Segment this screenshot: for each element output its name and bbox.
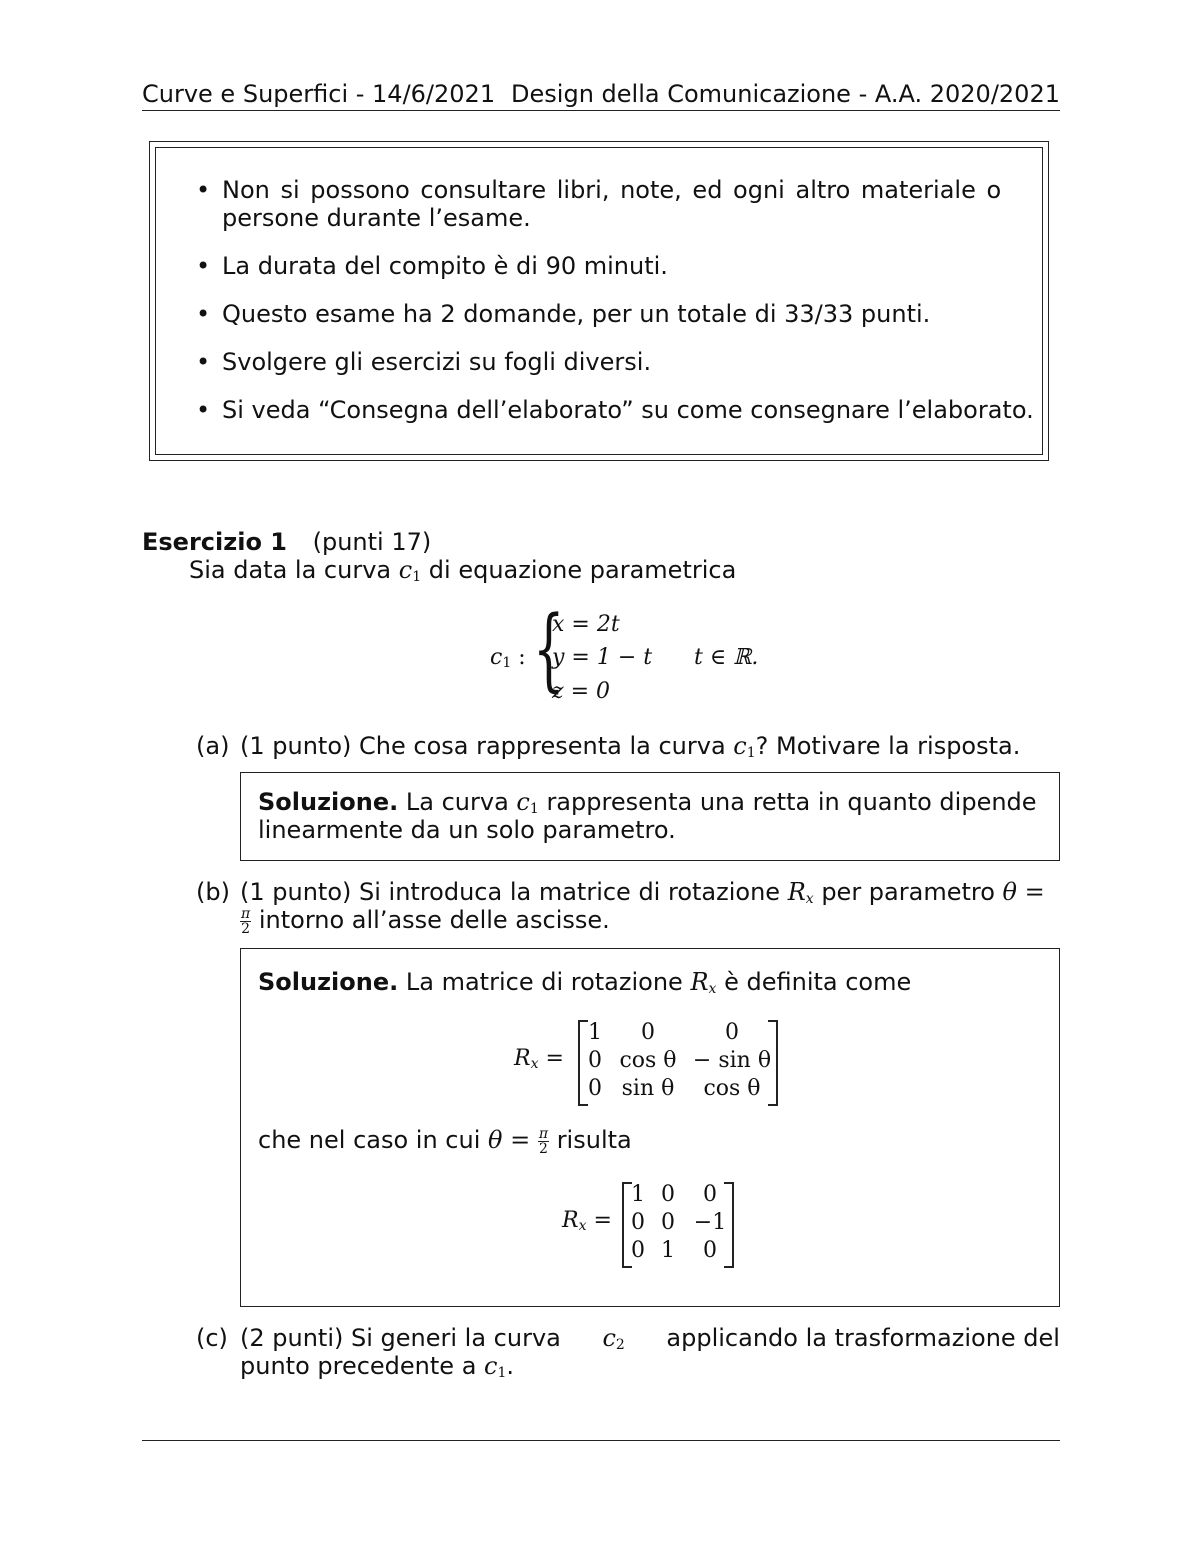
solution-a-line2: linearmente da un solo parametro. [258, 816, 676, 844]
rule-item-4: Svolgere gli esercizi su fogli diversi. [222, 348, 652, 376]
system-lhs: $c_1$ : [490, 645, 526, 671]
intro-text-end: di equazione parametrica [428, 556, 737, 584]
part-b-label: (b) [196, 878, 230, 906]
part-c-question: (2 punti) Si generi la curva $c_2$ applicando la trasformazione del [240, 1324, 1060, 1353]
exercise-title: Esercizio 1 [142, 528, 287, 556]
footer-rule [142, 1440, 1060, 1441]
rule-item-1-cont: persone durante l’esame. [222, 204, 531, 232]
bullet-icon: • [196, 176, 211, 204]
bullet-icon: • [196, 396, 211, 424]
system-brace: { [533, 597, 565, 702]
solution-b-line1: Soluzione. La matrice di rotazione $R_x$ è definita come [258, 968, 912, 997]
matrix-specific-lhs: $R_x$ = [562, 1208, 612, 1234]
part-b-question-line2: $\frac{\pi}{2}$ intorno all’asse delle ascisse. [241, 905, 610, 937]
header-program: Design della Comunicazione - A.A. 2020/2021 [511, 80, 1060, 108]
curve-symbol: $c_1$ [398, 556, 422, 585]
solution-b-case: che nel caso in cui θ = $\frac{\pi}{2}$ risulta [258, 1125, 632, 1157]
rule-item-3: Questo esame ha 2 domande, per un totale di 33/33 punti. [222, 300, 931, 328]
system-eq-x: x = 2t [552, 612, 620, 637]
pi-over-2-fraction: $\frac{\pi}{2}$ [538, 1125, 549, 1157]
rule-item-2: La durata del compito è di 90 minuti. [222, 252, 668, 280]
intro-text: Sia data la curva [189, 556, 392, 584]
system-eq-z: z = 0 [552, 679, 611, 704]
exercise-intro [189, 556, 736, 585]
solution-a-line1: Soluzione. La curva $c_1$ rappresenta una retta in quanto dipende [258, 788, 1037, 817]
rule-item-1: Non si possono consultare libri, note, ed ogni altro materiale o [222, 176, 1002, 204]
exercise-points: (punti 17) [312, 528, 432, 556]
rule-item-5: Si veda “Consegna dell’elaborato” su come consegnare l’elaborato. [222, 396, 1034, 424]
header-course: Curve e Superfici - 14/6/2021 [142, 80, 496, 108]
matrix-general-lhs: $R_x$ = [514, 1046, 564, 1072]
bullet-icon: • [196, 252, 211, 280]
bullet-icon: • [196, 300, 211, 328]
exercise-heading [142, 528, 431, 556]
system-eq-y: y = 1 − t [552, 645, 653, 670]
pi-over-2-fraction: $\frac{\pi}{2}$ [241, 905, 251, 937]
bullet-icon: • [196, 348, 211, 376]
part-c-label: (c) [196, 1324, 228, 1352]
header-rule [142, 110, 1060, 111]
part-c-question-line2: punto precedente a $c_1$. [240, 1352, 515, 1381]
system-domain: t ∈ ℝ. [694, 645, 759, 670]
part-a-question: (1 punto) Che cosa rappresenta la curva $c_1$? Motivare la risposta. [240, 732, 1021, 761]
part-a-label: (a) [196, 732, 230, 760]
part-b-question: (1 punto) Si introduca la matrice di rotazione $R_x$ per parametro θ = [240, 878, 1045, 907]
